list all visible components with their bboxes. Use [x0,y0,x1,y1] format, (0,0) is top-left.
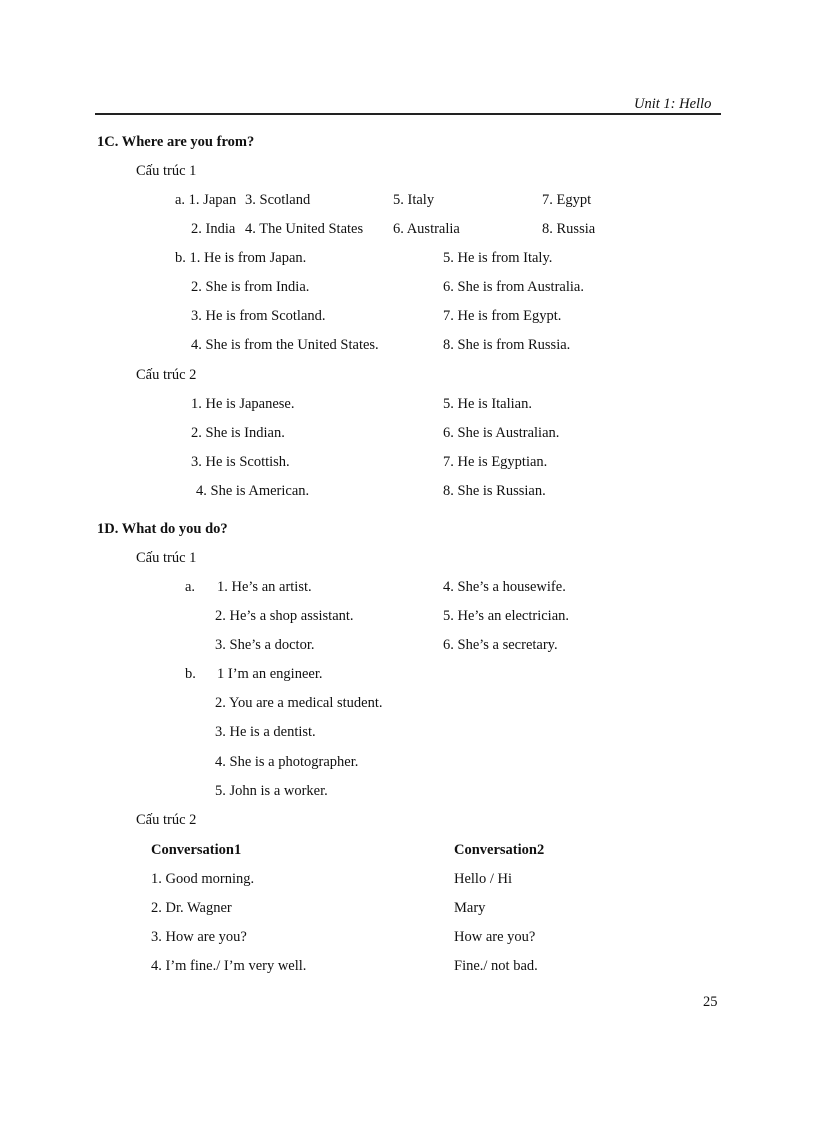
conversation-1-line-1: 1. Good morning. [151,871,255,887]
section-1c-structure-2-label: Cấu trúc 2 [136,367,197,383]
section-1c-heading: 1C. Where are you from? [97,134,255,150]
conversation-2-line-1: Hello / Hi [454,871,512,887]
conversation-2-title: Conversation2 [454,842,545,858]
1d-b-item-5: 5. John is a worker. [215,783,328,799]
1d-a-item-4: 4. She’s a housewife. [443,579,566,595]
1c-c2-item-4: 4. She is American. [196,483,310,499]
1c-c2-item-5: 5. He is Italian. [443,396,532,412]
conversation-2-line-4: Fine./ not bad. [454,958,538,974]
1c-b-item-6: 6. She is from Australia. [443,279,584,295]
1c-c2-item-7: 7. He is Egyptian. [443,454,548,470]
1c-a-item-3: 3. Scotland [245,192,311,208]
1c-b-item-5: 5. He is from Italy. [443,250,553,266]
section-1d-structure-1-label: Cấu trúc 1 [136,550,197,566]
1c-c2-item-3: 3. He is Scottish. [191,454,290,470]
1c-b-item-1: b. 1. He is from Japan. [175,250,307,266]
1d-b-item-4: 4. She is a photographer. [215,754,359,770]
1c-b-item-4: 4. She is from the United States. [191,337,379,353]
page-number: 25 [703,994,718,1010]
1d-b-label: b. [185,666,196,682]
conversation-1-title: Conversation1 [151,842,242,858]
1c-a-item-4: 4. The United States [245,221,364,237]
1d-a-item-1: 1. He’s an artist. [217,579,312,595]
conversation-1-line-2: 2. Dr. Wagner [151,900,232,916]
1d-a-item-5: 5. He’s an electrician. [443,608,570,624]
1c-c2-item-8: 8. She is Russian. [443,483,546,499]
1d-a-item-3: 3. She’s a doctor. [215,637,315,653]
1c-a-item-8: 8. Russia [542,221,596,237]
1c-b-item-7: 7. He is from Egypt. [443,308,562,324]
1c-c2-item-6: 6. She is Australian. [443,425,560,441]
section-1d-heading: 1D. What do you do? [97,521,228,537]
1c-b-item-8: 8. She is from Russia. [443,337,571,353]
1c-a-item-5: 5. Italy [393,192,435,208]
conversation-2-line-3: How are you? [454,929,536,945]
1c-a-item-1: a. 1. Japan [175,192,237,208]
1d-a-label: a. [185,579,196,595]
header-divider [95,113,721,115]
conversation-1-line-3: 3. How are you? [151,929,247,945]
section-1c-structure-1-label: Cấu trúc 1 [136,163,197,179]
conversation-1-line-4: 4. I’m fine./ I’m very well. [151,958,307,974]
1d-b-item-3: 3. He is a dentist. [215,724,316,740]
1d-a-item-2: 2. He’s a shop assistant. [215,608,354,624]
conversation-2-line-2: Mary [454,900,486,916]
1d-b-item-2: 2. You are a medical student. [215,695,383,711]
1d-a-item-6: 6. She’s a secretary. [443,637,558,653]
1c-a-item-2: 2. India [191,221,236,237]
1c-c2-item-2: 2. She is Indian. [191,425,285,441]
1c-a-item-6: 6. Australia [393,221,460,237]
page-header-title: Unit 1: Hello [634,96,712,112]
1c-c2-item-1: 1. He is Japanese. [191,396,295,412]
1c-a-item-7: 7. Egypt [542,192,592,208]
1d-b-item-1: 1 I’m an engineer. [217,666,323,682]
1c-b-item-2: 2. She is from India. [191,279,310,295]
section-1d-structure-2-label: Cấu trúc 2 [136,812,197,828]
1c-b-item-3: 3. He is from Scotland. [191,308,326,324]
